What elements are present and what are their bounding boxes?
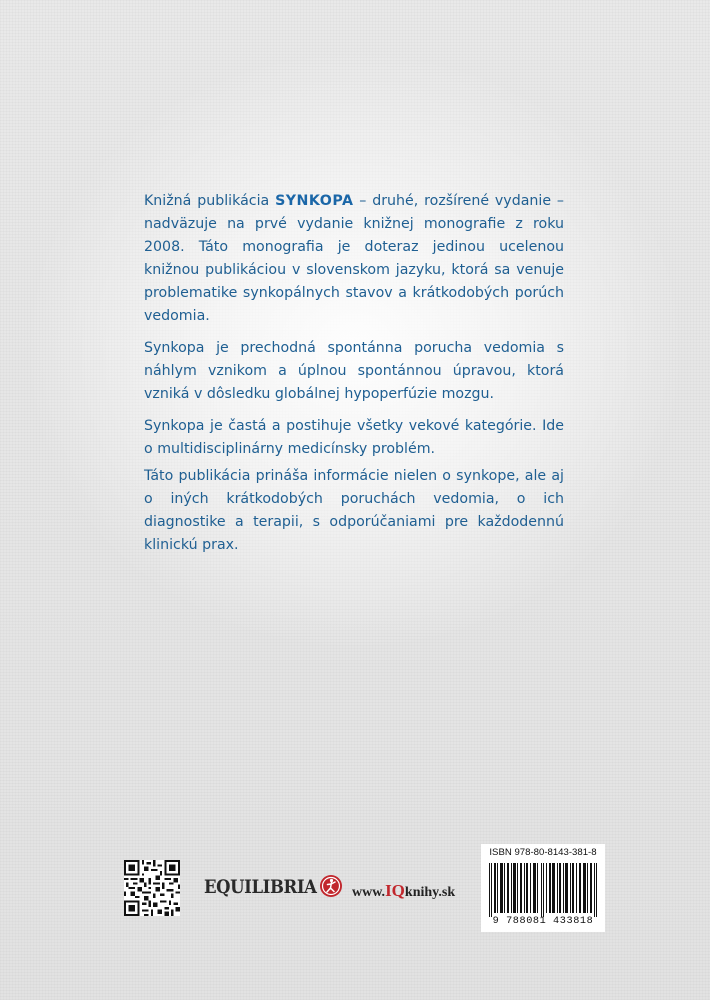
barcode-image — [487, 863, 599, 917]
blurb-paragraph-1 — [144, 190, 564, 328]
qr-code — [124, 860, 180, 916]
blurb-text — [144, 190, 564, 566]
website-iq: IQ — [385, 881, 405, 900]
blurb-p1-intro: Knižná publikácia — [144, 193, 276, 209]
isbn-label: ISBN 978-80-8143-381-8 — [489, 847, 597, 858]
blurb-paragraph-4: Táto publikácia prináša informácie nielen o synkope, ale aj o iných krátkodobých poruchách vedomia, o ich diagnostike a terapii, s odporúčaniami pre každodennú klinickú prax. — [144, 468, 564, 553]
barcode-number: 9 788081 433818 — [492, 916, 594, 927]
blurb-paragraph-3: Synkopa je častá a postihuje všetky vekové kategórie. Ide o multidisciplinárny medicínsky problém. — [144, 418, 564, 457]
publisher-logo — [204, 874, 343, 898]
blurb-p1-body: – druhé, rozšírené vydanie – nadväzuje na prvé vydanie knižnej monografie z roku 2008. Táto monografia je doteraz jedinou ucelenou knižnou publikáciou v slovenskom jazyku, ktorá sa venuje problematike synkopálnych stavov a krátkodobých porúch vedomia. — [144, 193, 565, 324]
website-suffix: knihy.sk — [404, 885, 456, 900]
publisher-website — [352, 881, 455, 901]
publisher-emblem-icon — [319, 874, 343, 898]
blurb-paragraph-2: Synkopa je prechodná spontánna porucha vedomia s náhlym vznikom a úplnou spontánnou úpravou, ktorá vzniká v dôsledku globálnej hypoperfúzie mozgu. — [144, 340, 564, 402]
publisher-name: EQUILIBRIA — [204, 875, 317, 897]
book-title: SYNKOPA — [275, 193, 354, 209]
barcode-block — [481, 844, 605, 932]
website-prefix: www. — [352, 885, 386, 900]
